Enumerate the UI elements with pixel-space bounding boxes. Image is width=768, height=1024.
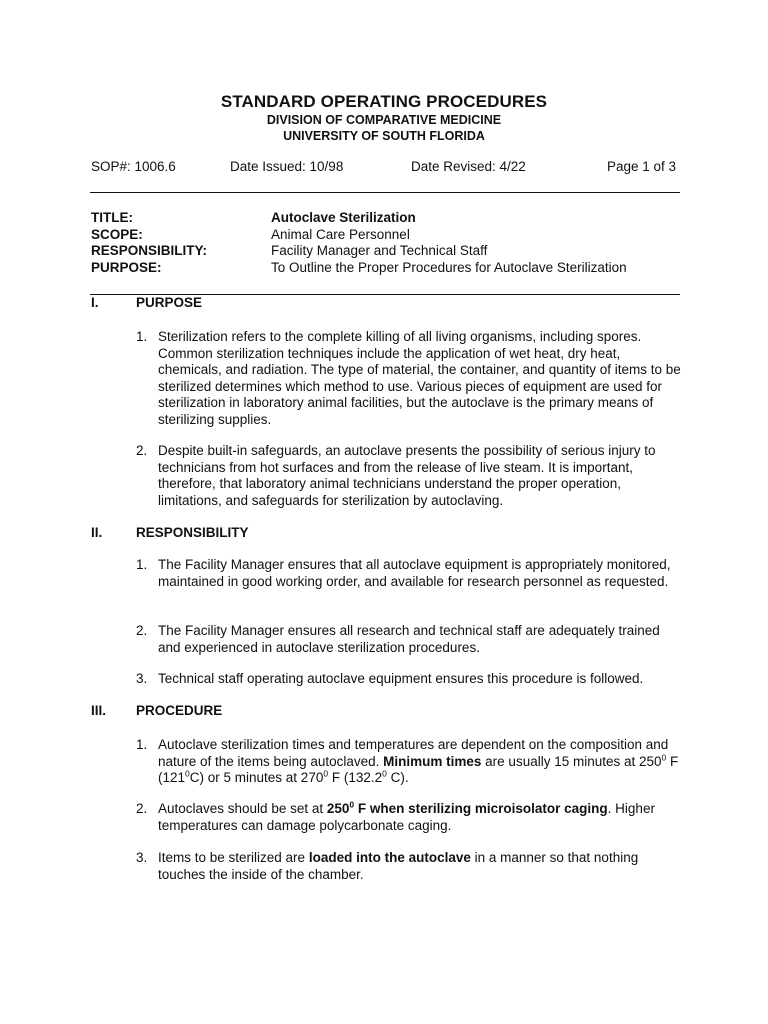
section-heading-responsibility bbox=[91, 525, 249, 540]
date-issued: Date Issued: 10/98 bbox=[230, 159, 344, 174]
section-number: II. bbox=[91, 525, 103, 540]
item-text bbox=[158, 850, 681, 883]
section-heading-procedure bbox=[91, 703, 222, 718]
item-text: The Facility Manager ensures all research and technical staff are adequately trained and experienced in autoclave sterilization procedures. bbox=[158, 623, 660, 655]
degree-superscript: 0 bbox=[185, 768, 190, 779]
title-label: TITLE: bbox=[91, 210, 133, 225]
item-number: 1. bbox=[136, 737, 148, 752]
info-row-responsibility bbox=[91, 243, 691, 260]
responsibility-value: Facility Manager and Technical Staff bbox=[271, 243, 488, 259]
degree-superscript: 0 bbox=[382, 768, 387, 779]
item-text: The Facility Manager ensures that all autoclave equipment is appropriately monitored, maintained in good working order, and available for research personnel as requested. bbox=[158, 557, 671, 589]
item-text: Despite built-in safeguards, an autoclave presents the possibility of serious injury to technicians from hot surfaces and from the release of live steam. It is important, therefore, that laboratory animal technicians understand the proper operation, limitations, and safeguards for sterilization by autoclaving. bbox=[158, 443, 656, 508]
info-row-purpose bbox=[91, 260, 691, 277]
section-title: PURPOSE bbox=[136, 295, 203, 310]
section-title: RESPONSIBILITY bbox=[136, 525, 249, 540]
section-heading-purpose bbox=[91, 295, 202, 310]
page-number: Page 1 of 3 bbox=[607, 159, 677, 174]
list-item bbox=[136, 557, 681, 590]
text-run: C) or 5 minutes at 270 bbox=[189, 770, 324, 786]
item-number: 1. bbox=[136, 329, 148, 344]
list-item bbox=[136, 801, 681, 834]
text-run: 250 bbox=[326, 801, 350, 816]
title-value: Autoclave Sterilization bbox=[271, 210, 416, 225]
list-item bbox=[136, 329, 681, 429]
division-name: DIVISION OF COMPARATIVE MEDICINE bbox=[266, 113, 502, 127]
item-text: Technical staff operating autoclave equipment ensures this procedure is followed. bbox=[158, 671, 644, 686]
divider-top bbox=[90, 192, 680, 193]
list-item bbox=[136, 443, 681, 509]
text-run: Autoclave sterilization times and temperatures are dependent on the composition and nature of the items being autoclaved. bbox=[158, 737, 669, 769]
item-text bbox=[158, 737, 681, 787]
sop-number: SOP#: 1006.6 bbox=[91, 159, 176, 174]
item-number: 2. bbox=[136, 623, 148, 638]
text-run: C). bbox=[386, 770, 409, 786]
list-item bbox=[136, 850, 681, 883]
section-title: PROCEDURE bbox=[136, 703, 223, 718]
text-run: . Higher temperatures can damage polycarbonate caging. bbox=[158, 801, 655, 833]
purpose-label: PURPOSE: bbox=[91, 260, 162, 276]
scope-value: Animal Care Personnel bbox=[271, 226, 410, 242]
list-item bbox=[136, 623, 681, 656]
item-number: 1. bbox=[136, 557, 148, 572]
scope-label: SCOPE: bbox=[91, 226, 143, 242]
emphasis-temperature bbox=[327, 801, 608, 816]
item-number: 3. bbox=[136, 850, 148, 865]
text-run: F (121 bbox=[158, 753, 679, 786]
text-run: Autoclaves should be set at bbox=[158, 801, 327, 816]
section-number: I. bbox=[91, 295, 99, 310]
document-title: STANDARD OPERATING PROCEDURES bbox=[220, 92, 548, 111]
item-text: Sterilization refers to the complete killing of all living organisms, including spores. Common sterilization techniques include the application of wet heat, dry heat, chemicals, and radiation. The type of material, the container, and quantity of items to be sterilized determines which method to use. Various pieces of equipment are used for sterilization in laboratory animal facilities, but the autoclave is the primary means of sterilizing supplies. bbox=[158, 329, 681, 427]
info-row-scope bbox=[91, 227, 691, 244]
emphasis-minimum-times: Minimum times bbox=[383, 753, 482, 769]
info-row-title bbox=[91, 210, 691, 227]
list-item bbox=[136, 737, 681, 787]
date-revised: Date Revised: 4/22 bbox=[411, 159, 526, 174]
info-block bbox=[91, 210, 691, 277]
item-number: 2. bbox=[136, 443, 148, 458]
item-text bbox=[158, 801, 681, 834]
text-run: are usually 15 minutes at 250 bbox=[481, 753, 662, 769]
text-run: in a manner so that nothing touches the inside of the chamber. bbox=[158, 850, 639, 882]
degree-superscript: 0 bbox=[661, 752, 667, 763]
university-name: UNIVERSITY OF SOUTH FLORIDA bbox=[283, 129, 485, 143]
list-item bbox=[136, 671, 681, 688]
item-number: 3. bbox=[136, 671, 148, 686]
responsibility-label: RESPONSIBILITY: bbox=[91, 243, 208, 259]
degree-superscript: 0 bbox=[349, 799, 355, 810]
text-run: Items to be sterilized are bbox=[158, 850, 309, 865]
emphasis-loaded: loaded into the autoclave bbox=[308, 850, 471, 865]
text-run: F (132.2 bbox=[328, 770, 383, 786]
item-number: 2. bbox=[136, 801, 148, 816]
section-number: III. bbox=[91, 703, 107, 718]
degree-superscript: 0 bbox=[323, 768, 329, 779]
text-run: F when sterilizing microisolator caging bbox=[354, 801, 608, 816]
purpose-value: To Outline the Proper Procedures for Autoclave Sterilization bbox=[271, 260, 627, 276]
